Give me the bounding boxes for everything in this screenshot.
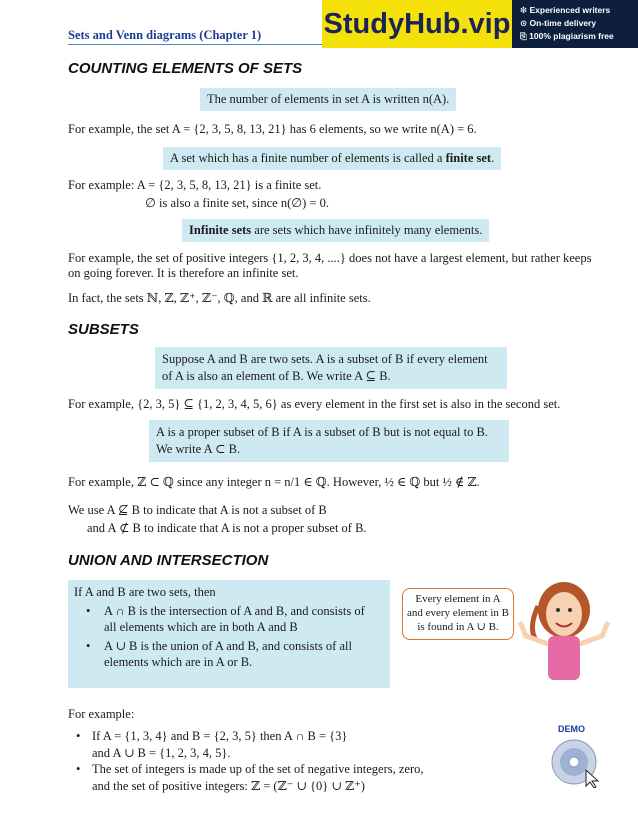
- ad-banner[interactable]: [322, 0, 638, 48]
- box-text: .: [491, 151, 495, 165]
- running-header: Sets and Venn diagrams (Chapter 1): [68, 28, 262, 42]
- demo-label: DEMO: [558, 724, 585, 734]
- header-rule: [68, 44, 323, 45]
- definition-box: [182, 219, 489, 242]
- box-text: A is a proper subset of B if A is a subset of B but is not equal to B.: [156, 425, 488, 439]
- brand-logo[interactable]: StudyHub.vip: [322, 0, 512, 48]
- perk-item: ⊙ On-time delivery: [520, 18, 597, 28]
- box-text: all elements which are in both A and B: [104, 620, 298, 634]
- example-line: and A ⊄ B to indicate that A is not a proper subset of B.: [87, 521, 367, 535]
- bullet-dot: •: [86, 604, 91, 618]
- box-text: A set which has a finite number of elements is called a: [170, 151, 446, 165]
- example-line: For example, {2, 3, 5} ⊆ {1, 2, 3, 4, 5, 6} as every element in the first set is also in the second set.: [68, 397, 561, 411]
- cartoon-girl-illustration: [518, 578, 610, 690]
- example-line: on going forever. It is therefore an infinite set.: [68, 266, 299, 280]
- box-text: A ∪ B is the union of A and B, and consists of all: [104, 639, 352, 653]
- brand-perks: [520, 4, 614, 43]
- box-text: are sets which have infinitely many elements.: [251, 223, 483, 237]
- example-line: For example, the set A = {2, 3, 5, 8, 13, 21} has 6 elements, so we write n(A) = 6.: [68, 122, 477, 136]
- box-text: If A and B are two sets, then: [74, 585, 216, 599]
- perk-item: ❇ Experienced writers: [520, 5, 611, 15]
- section-heading: UNION AND INTERSECTION: [68, 552, 269, 569]
- box-text: Suppose A and B are two sets. A is a subset of B if every element: [162, 352, 488, 366]
- bullet-item: [76, 761, 423, 795]
- demo-disc-icon[interactable]: [548, 738, 604, 788]
- box-text: elements which are in A or B.: [104, 655, 253, 669]
- bullet-dot: •: [76, 729, 81, 743]
- callout-line: and every element in B: [406, 607, 510, 619]
- shirt-shape: [548, 636, 580, 680]
- example-line: and the set of positive integers: ℤ = (ℤ⁻ ∪ {0} ∪ ℤ⁺): [92, 779, 365, 793]
- definition-box: [149, 420, 509, 462]
- bullet-item: [74, 638, 384, 670]
- example-line: and A ∪ B = {1, 2, 3, 4, 5}.: [92, 746, 231, 760]
- speech-callout: [402, 588, 514, 640]
- face-shape: [546, 592, 582, 636]
- callout-line: is found in A ∪ B.: [417, 621, 499, 633]
- example-line: If A = {1, 3, 4} and B = {2, 3, 5} then A ∩ B = {3}: [92, 729, 348, 743]
- box-text: of A is also an element of B. We write A ⊆ B.: [162, 369, 391, 383]
- box-text: We write A ⊂ B.: [156, 442, 241, 456]
- eye-shape: [568, 608, 572, 612]
- example-line: For example, ℤ ⊂ ℚ since any integer n = n/1 ∈ ℚ. However, ½ ∈ ℚ but ½ ∉ ℤ.: [68, 475, 480, 489]
- definition-box: [155, 347, 507, 389]
- example-line: For example, the set of positive integers {1, 2, 3, 4, ....} does not have a largest element, but rather keeps: [68, 251, 592, 265]
- bullet-dot: •: [86, 639, 91, 653]
- section-heading: SUBSETS: [68, 321, 139, 338]
- bullet-dot: •: [76, 762, 81, 776]
- box-text: A ∩ B is the intersection of A and B, and consists of: [104, 604, 365, 618]
- example-line: ∅ is also a finite set, since n(∅) = 0.: [145, 196, 329, 210]
- definition-box: [163, 147, 501, 170]
- definition-box: The number of elements in set A is written n(A).: [200, 88, 456, 111]
- box-bold: Infinite sets: [189, 223, 252, 237]
- disc-hole: [569, 757, 579, 767]
- bullet-item: [74, 603, 384, 635]
- example-label: For example:: [68, 707, 135, 721]
- example-line: We use A ⊈ B to indicate that A is not a subset of B: [68, 503, 327, 517]
- example-line: The set of integers is made up of the set of negative integers, zero,: [92, 762, 424, 776]
- section-heading: COUNTING ELEMENTS OF SETS: [68, 60, 303, 77]
- box-bold: finite set: [445, 151, 492, 165]
- example-line: In fact, the sets ℕ, ℤ, ℤ⁺, ℤ⁻, ℚ, and ℝ are all infinite sets.: [68, 291, 371, 305]
- eye-shape: [556, 608, 560, 612]
- bullet-item: [76, 728, 347, 762]
- callout-line: Every element in A: [415, 593, 501, 605]
- example-line: For example: A = {2, 3, 5, 8, 13, 21} is a finite set.: [68, 178, 322, 192]
- ponytail-shape: [532, 606, 538, 640]
- perk-item: ⎘ 100% plagiarism free: [520, 31, 614, 41]
- definition-box: [68, 580, 390, 688]
